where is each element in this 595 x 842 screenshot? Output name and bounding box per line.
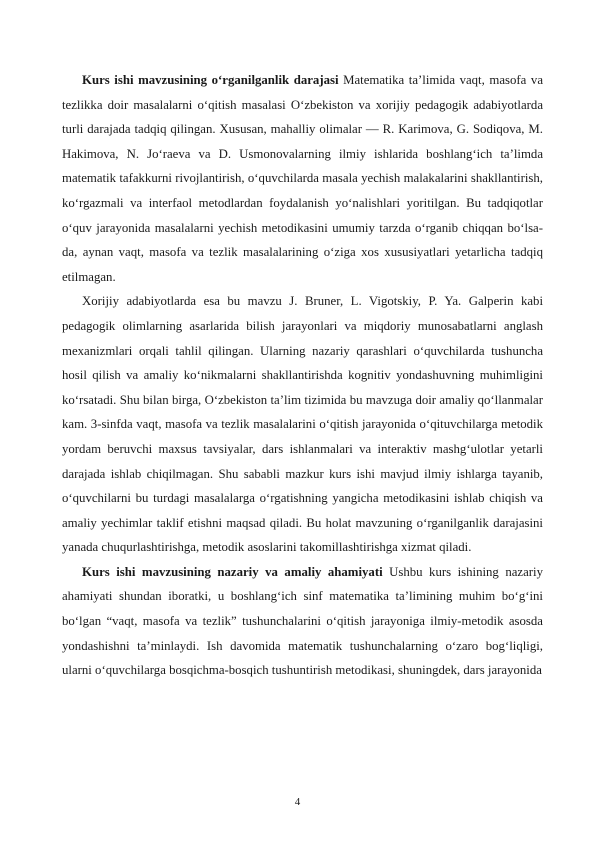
page-number: 4 xyxy=(294,796,301,808)
document-page xyxy=(62,68,543,683)
paragraph-text: Xorijiy adabiyotlarda esa bu mavzu J. Bruner, L. Vigotskiy, P. Ya. Galperin kabi pedagogik olimlarning asarlarida bilish jarayonlari va miqdoriy munosabatlarni anglash mexanizmlari orqali tahlil qilingan. Ularning nazariy qarashlari o‘quvchilarda tushuncha hosil qilish va amaliy ko‘nikmalarni shakllantirishda kognitiv yondashuvning muhimligini ko‘rsatadi. Shu bilan birga, O‘zbekiston ta’lim tizimida bu mavzuga doir amaliy qo‘llanmalar kam. 3-sinfda vaqt, masofa va tezlik masalalarini o‘qitish jarayonida o‘qituvchilarga metodik yordam beruvchi maxsus tavsiyalar, dars ishlanmalari va interaktiv mashg‘ulotlar yetarli darajada ishlab chiqilmagan. Shu sababli mazkur kurs ishi mavjud ilmiy ishlarga tayanib, o‘quvchilarni bu turdagi masalalarga o‘rgatishning yangicha metodikasini ishlab chiqish va amaliy yechimlar taklif etishni maqsad qiladi. Bu holat mavzuning o‘rganilganlik darajasini yanada chuqurlashtirishga, metodik asoslarini takomillashtirishga xizmat qiladi. xyxy=(62,294,543,555)
paragraph-foreign-literature xyxy=(62,289,543,560)
section-heading-significance: Kurs ishi mavzusining nazariy va amaliy ahamiyati xyxy=(82,564,383,579)
paragraph-studied-degree xyxy=(62,68,543,289)
paragraph-text: Matematika ta’limida vaqt, masofa va tezlikka doir masalalarni o‘qitish masalasi O‘zbekiston va xorijiy pedagogik adabiyotlarda turli darajada tadqiq qilingan. Xususan, mahalliy olimalar — R. Karimova, G. Sodiqova, M. Hakimova, N. Jo‘raeva va D. Usmonovalarning ilmiy ishlarida boshlang‘ich ta’limda matematik tafakkurni rivojlantirish, o‘quvchilarda masala yechish malakalarini shakllantirish, ko‘rgazmali va interfaol metodlardan foydalanish yo‘nalishlari yoritilgan. Bu tadqiqotlar o‘quv jarayonida masalalarni yechish metodikasini umumiy tarzda o‘rganib chiqqan bo‘lsa-da, aynan vaqt, masofa va tezlik masalalarining o‘ziga xos xususiyatlari yetarlicha tadqiq etilmagan. xyxy=(62,73,543,284)
paragraph-significance xyxy=(62,560,543,683)
paragraph-text: Ushbu kurs ishining nazariy ahamiyati shundan iboratki, u boshlang‘ich sinf matematika ta’limining muhim bo‘g‘ini bo‘lgan “vaqt, masofa va tezlik” tushunchalarini o‘qitish jarayoniga ilmiy-metodik asosda yondashishni ta’minlaydi. Ish davomida matematik tushunchalarning o‘zaro bog‘liqligi, ularni o‘quvchilarga bosqichma-bosqich tushuntirish metodikasi, shuningdek, dars jarayonida xyxy=(62,564,543,678)
section-heading-studied-degree: Kurs ishi mavzusining o‘rganilganlik darajasi xyxy=(82,73,339,87)
